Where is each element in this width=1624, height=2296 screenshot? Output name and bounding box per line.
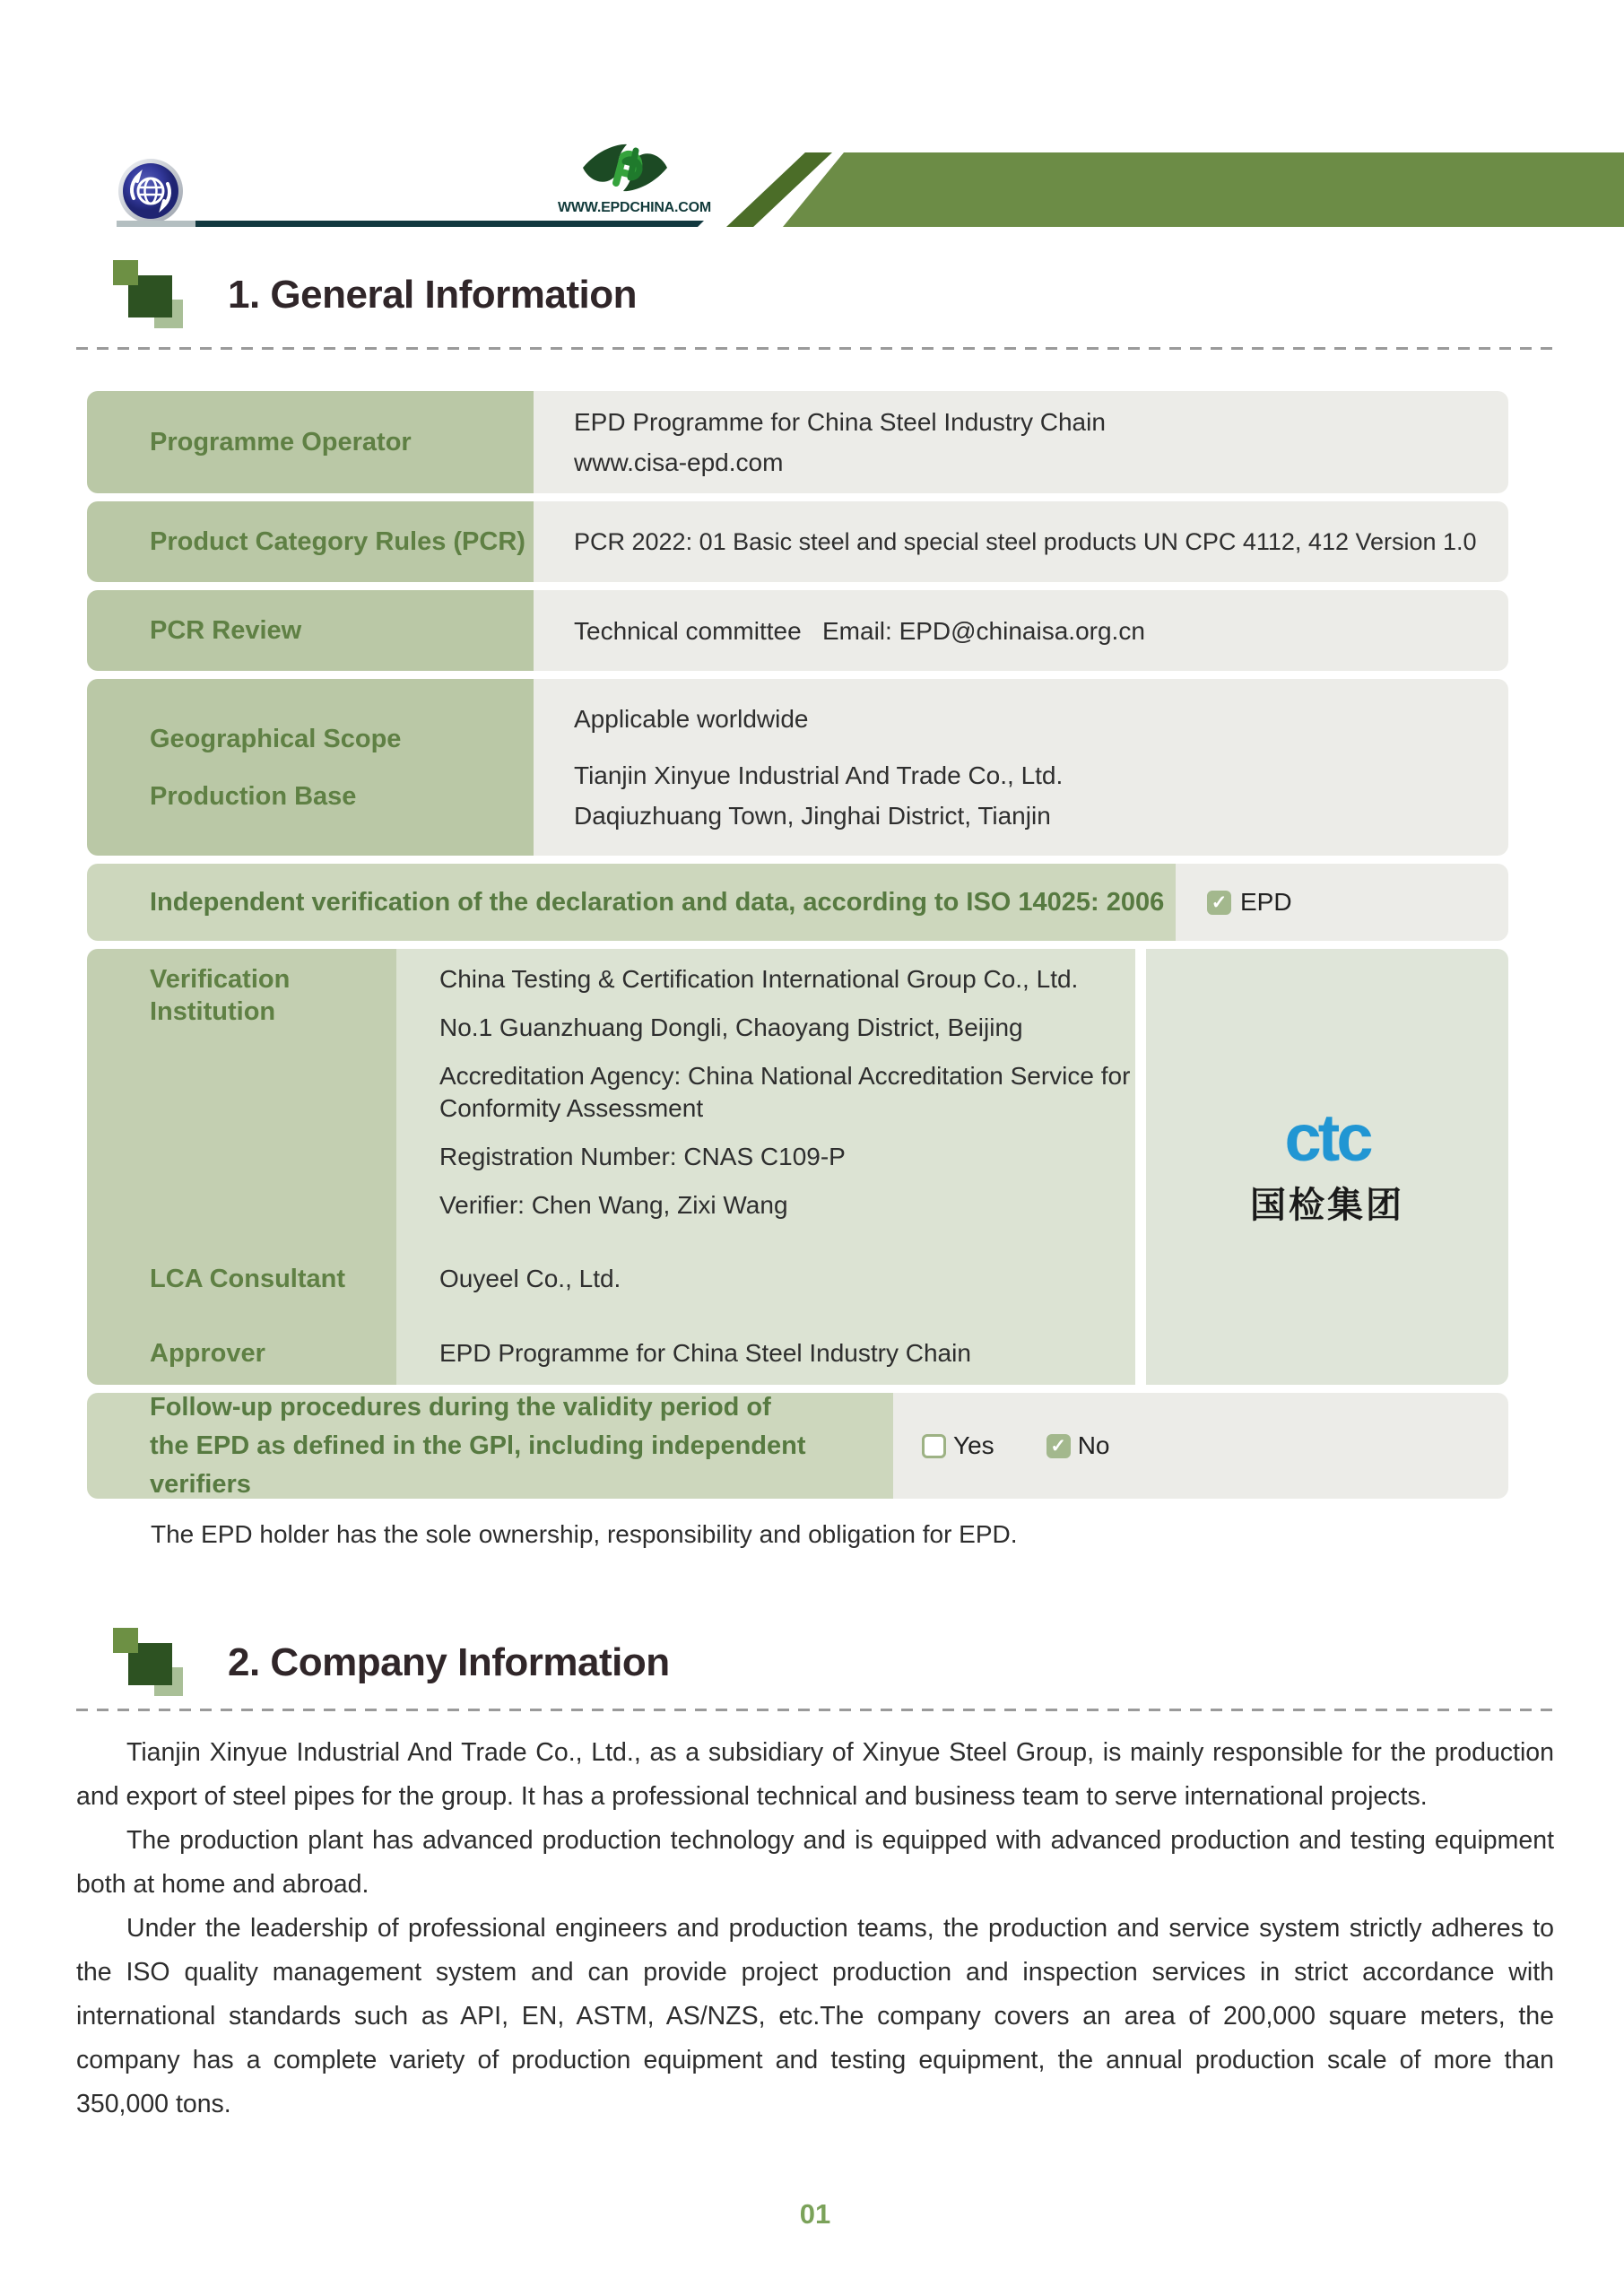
row-value: [534, 679, 1508, 856]
ownership-note: The EPD holder has the sole ownership, responsibility and obligation for EPD.: [151, 1520, 1018, 1548]
section1-title: 1. General Information: [228, 273, 637, 317]
programme-name: EPD Programme for China Steel Industry Chain: [574, 408, 1106, 436]
no-checkbox[interactable]: [1046, 1434, 1071, 1458]
row-pcr-review: [87, 590, 1508, 671]
row-value: [534, 391, 1508, 493]
dashed-separator: [76, 347, 1554, 350]
yes-checkbox[interactable]: [922, 1434, 946, 1458]
verifier-names: Verifier: Chen Wang, Zixi Wang: [439, 1191, 788, 1219]
geographical-scope-label: Geographical Scope: [150, 724, 402, 753]
row-pcr: [87, 501, 1508, 582]
section2-heading: [76, 1628, 1554, 1698]
row-label: PCR Review: [87, 590, 534, 671]
independent-verification-option: [1176, 864, 1508, 941]
page-header: [0, 0, 1624, 227]
company-paragraph-2: The production plant has advanced production technology and is equipped with advanced production and testing equipment both at home and abroad.: [76, 1826, 1554, 1899]
lca-consultant-label: LCA Consultant: [87, 1263, 396, 1337]
yes-label: Yes: [953, 1431, 994, 1459]
follow-up-options: [893, 1393, 1508, 1499]
pcr-review-value: Technical committee Email: EPD@chinaisa.org.cn: [574, 616, 1145, 645]
content: [0, 227, 1624, 2231]
row-follow-up: [87, 1393, 1508, 1499]
row-value: [534, 590, 1508, 671]
epd-website-text: WWW.EPDCHINA.COM: [558, 200, 712, 215]
no-label: No: [1077, 1431, 1110, 1459]
globe-logo-icon: [117, 158, 184, 229]
follow-up-label: Follow-up procedures during the validity period of the EPD as defined in the GPl, including independent verifiers: [87, 1393, 893, 1499]
lca-consultant-value: Ouyeel Co., Ltd.: [396, 1263, 1135, 1337]
epd-leaf-icon: [580, 142, 670, 194]
dashed-separator: [76, 1709, 1554, 1711]
institution-address: No.1 Guanzhuang Dongli, Chaoyang District, Beijing: [439, 1013, 1023, 1041]
approver-value: EPD Programme for China Steel Industry Chain: [396, 1337, 1135, 1385]
programme-url: www.cisa-epd.com: [574, 448, 784, 476]
verification-institution-value: [396, 949, 1135, 1263]
page-number: 01: [799, 2198, 831, 2230]
approver-label: Approver: [87, 1337, 396, 1385]
squares-icon: [113, 260, 185, 330]
registration-number: Registration Number: CNAS C109-P: [439, 1143, 846, 1170]
row-label: Product Category Rules (PCR): [87, 501, 534, 582]
section1-heading: [76, 260, 1554, 330]
squares-icon: [113, 1628, 185, 1698]
verification-block: [87, 949, 1508, 1385]
pcr-value: PCR 2022: 01 Basic steel and special steel products UN CPC 4112, 412 Version 1.0: [574, 527, 1477, 555]
verification-institution-label: Verification Institution: [87, 949, 396, 1263]
no-option: [1046, 1431, 1110, 1460]
ctc-logo-text: ctc: [1284, 1100, 1370, 1175]
header-divider-line: [117, 221, 704, 227]
production-base-label: Production Base: [150, 781, 357, 811]
company-information-text: [76, 1731, 1554, 2126]
yes-option: [922, 1431, 994, 1460]
institution-name: China Testing & Certification International Group Co., Ltd.: [439, 965, 1079, 993]
company-paragraph-3: Under the leadership of professional engineers and production teams, the production and service system strictly adheres to the ISO quality management system and can provide project production and inspection services in strict accordance with international standards such as API, EN, ASTM, AS/NZS, etc.The company covers an area of 200,000 square meters, the company has a complete variety of production equipment and testing equipment, the annual production scale of more than 350,000 tons.: [76, 1914, 1554, 2118]
company-paragraph-1: Tianjin Xinyue Industrial And Trade Co., Ltd., as a subsidiary of Xinyue Steel Group, is mainly responsible for the production and export of steel pipes for the group. It has a professional technical and business team to serve international projects.: [76, 1738, 1554, 1811]
epd-checkbox[interactable]: [1207, 891, 1231, 915]
row-label: Programme Operator: [87, 391, 534, 493]
row-scope-production: [87, 679, 1508, 856]
ctc-logo-chinese: 国检集团: [1250, 1185, 1404, 1225]
production-base-company: Tianjin Xinyue Industrial And Trade Co., Ltd.: [574, 761, 1064, 789]
independent-verification-label: Independent verification of the declaration and data, according to ISO 14025: 2006: [87, 864, 1176, 941]
row-label: [87, 679, 534, 856]
ctc-logo-panel: [1146, 949, 1508, 1385]
section2-title: 2. Company Information: [228, 1640, 670, 1684]
accreditation-agency: Accreditation Agency: China National Accreditation Service for Conformity Assessment: [439, 1062, 1131, 1122]
banner-green: [783, 152, 1624, 227]
row-independent-verification: [87, 864, 1508, 941]
geographical-scope-value: Applicable worldwide: [574, 705, 809, 733]
epd-checkbox-label: EPD: [1240, 888, 1292, 916]
row-programme-operator: [87, 391, 1508, 493]
production-base-address: Daqiuzhuang Town, Jinghai District, Tianjin: [574, 802, 1051, 830]
row-value: [534, 501, 1508, 582]
general-information-table: [87, 391, 1508, 1499]
epd-logo: [558, 142, 712, 216]
